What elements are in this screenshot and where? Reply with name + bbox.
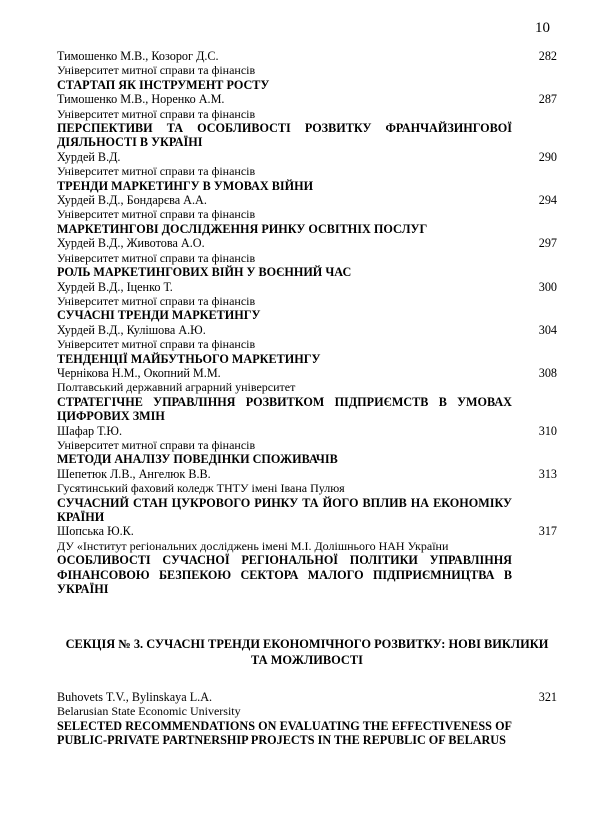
entry-authors: Шепетюк Л.В., Ангелюк В.В.: [57, 466, 211, 481]
entry-authors: Хурдей В.Д., Кулішова А.Ю.: [57, 322, 206, 337]
entry-authors: Тимошенко М.В., Норенко А.М.: [57, 92, 225, 107]
entry-page: 308: [538, 365, 557, 380]
entry-authors: Шафар Т.Ю.: [57, 423, 122, 438]
entry-title: МЕТОДИ АНАЛІЗУ ПОВЕДІНКИ СПОЖИВАЧІВ: [57, 452, 338, 467]
toc-entry: [57, 424, 557, 467]
entry-organization: Університет митної справи та фінансів: [57, 293, 256, 308]
entry-authors: Чернікова Н.М., Окопний М.М.: [57, 365, 221, 380]
toc-entry: [57, 92, 557, 150]
entry-title: СУЧАСНІ ТРЕНДИ МАРКЕТИНГУ: [57, 308, 261, 323]
entry-page: 310: [538, 423, 557, 438]
entry-authors: Шопська Ю.К.: [57, 524, 134, 539]
toc-entry: [57, 193, 557, 236]
entry-title: ТЕНДЕНЦІЇ МАЙБУТНЬОГО МАРКЕТИНГУ: [57, 351, 321, 366]
entry-title: ПЕРСПЕКТИВИ ТА ОСОБЛИВОСТІ РОЗВИТКУ ФРАНЧАЙЗИНГОВОЇ ДІЯЛЬНОСТІ В УКРАЇНІ: [57, 121, 512, 150]
entry-page: 282: [538, 49, 557, 63]
entry-page: 321: [538, 690, 557, 704]
entry-organization: Університет митної справи та фінансів: [57, 250, 256, 265]
entry-page: 290: [538, 149, 557, 164]
toc-entry: [57, 467, 557, 525]
entry-title: РОЛЬ МАРКЕТИНГОВИХ ВІЙН У ВОЄННИЙ ЧАС: [57, 265, 352, 280]
entry-page: 304: [538, 322, 557, 337]
toc-entry: [57, 524, 557, 596]
entry-organization: Університет митної справи та фінансів: [57, 207, 256, 222]
entry-title: СТАРТАП ЯК ІНСТРУМЕНТ РОСТУ: [57, 77, 270, 92]
entry-authors: Хурдей В.Д.: [57, 149, 121, 164]
entry-page: 313: [538, 466, 557, 481]
entry-title: СТРАТЕГІЧНЕ УПРАВЛІННЯ РОЗВИТКОМ ПІДПРИЄМСТВ В УМОВАХ ЦИФРОВИХ ЗМІН: [57, 394, 512, 424]
entry-page: 287: [538, 92, 557, 107]
entry-organization: Університет митної справи та фінансів: [57, 164, 256, 179]
entry-organization: Полтавський державний аграрний університет: [57, 380, 296, 395]
entry-authors: Хурдей В.Д., Іценко Т.: [57, 279, 173, 294]
toc-entry: [57, 150, 557, 193]
page-number: 10: [535, 20, 550, 36]
entry-organization: ДУ «Інститут регіональних досліджень імені М.І. Долішнього НАН України: [57, 538, 449, 553]
section-heading-line: ТА МОЖЛИВОСТІ: [251, 653, 363, 667]
entry-authors: Buhovets T.V., Bylinskaya L.A.: [57, 690, 213, 704]
entry-organization: Гусятинський фаховий коледж ТНТУ імені Івана Пулюя: [57, 481, 345, 496]
entry-title: ТРЕНДИ МАРКЕТИНГУ В УМОВАХ ВІЙНИ: [57, 178, 314, 193]
entry-organization: Університет митної справи та фінансів: [57, 63, 256, 78]
toc-entry: [57, 323, 557, 366]
entry-page: 294: [538, 193, 557, 208]
entry-organization: Університет митної справи та фінансів: [57, 337, 256, 352]
toc-entry: [57, 236, 557, 279]
toc-entry: [57, 49, 557, 92]
entry-authors: Хурдей В.Д., Животова А.О.: [57, 236, 205, 251]
section-heading-line: СЕКЦІЯ № 3. СУЧАСНІ ТРЕНДИ ЕКОНОМІЧНОГО РОЗВИТКУ: НОВІ ВИКЛИКИ: [65, 637, 549, 651]
toc-entry: [57, 366, 557, 424]
entry-title: МАРКЕТИНГОВІ ДОСЛІДЖЕННЯ РИНКУ ОСВІТНІХ ПОСЛУГ: [57, 221, 428, 236]
entry-page: 300: [538, 279, 557, 294]
entry-organization: Університет митної справи та фінансів: [57, 106, 256, 121]
entry-organization: Belarusian State Economic University: [57, 704, 241, 719]
table-of-contents: [57, 49, 557, 596]
entry-title: СУЧАСНИЙ СТАН ЦУКРОВОГО РИНКУ ТА ЙОГО ВПЛИВ НА ЕКОНОМІКУ КРАЇНИ: [57, 495, 512, 524]
entry-page: 297: [538, 236, 557, 251]
toc-entry: [57, 690, 557, 748]
entry-organization: Університет митної справи та фінансів: [57, 437, 256, 452]
entry-title: ОСОБЛИВОСТІ СУЧАСНОЇ РЕГІОНАЛЬНОЇ ПОЛІТИКИ УПРАВЛІННЯ ФІНАНСОВОЮ БЕЗПЕКОЮ СЕКТОРА МАЛОГО ПІДПРИЄМНИЦТВА В УКРАЇНІ: [57, 553, 512, 597]
section-heading: [57, 636, 557, 668]
entry-title: SELECTED RECOMMENDATIONS ON EVALUATING THE EFFECTIVENESS OF PUBLIC-PRIVATE PARTNERSHIP PROJECTS IN THE REPUBLIC OF BELARUS: [57, 718, 512, 748]
entry-page: 317: [538, 524, 557, 539]
entry-authors: Тимошенко М.В., Козорог Д.С.: [57, 49, 219, 63]
entry-authors: Хурдей В.Д., Бондарєва А.А.: [57, 193, 207, 208]
toc-entry: [57, 280, 557, 323]
